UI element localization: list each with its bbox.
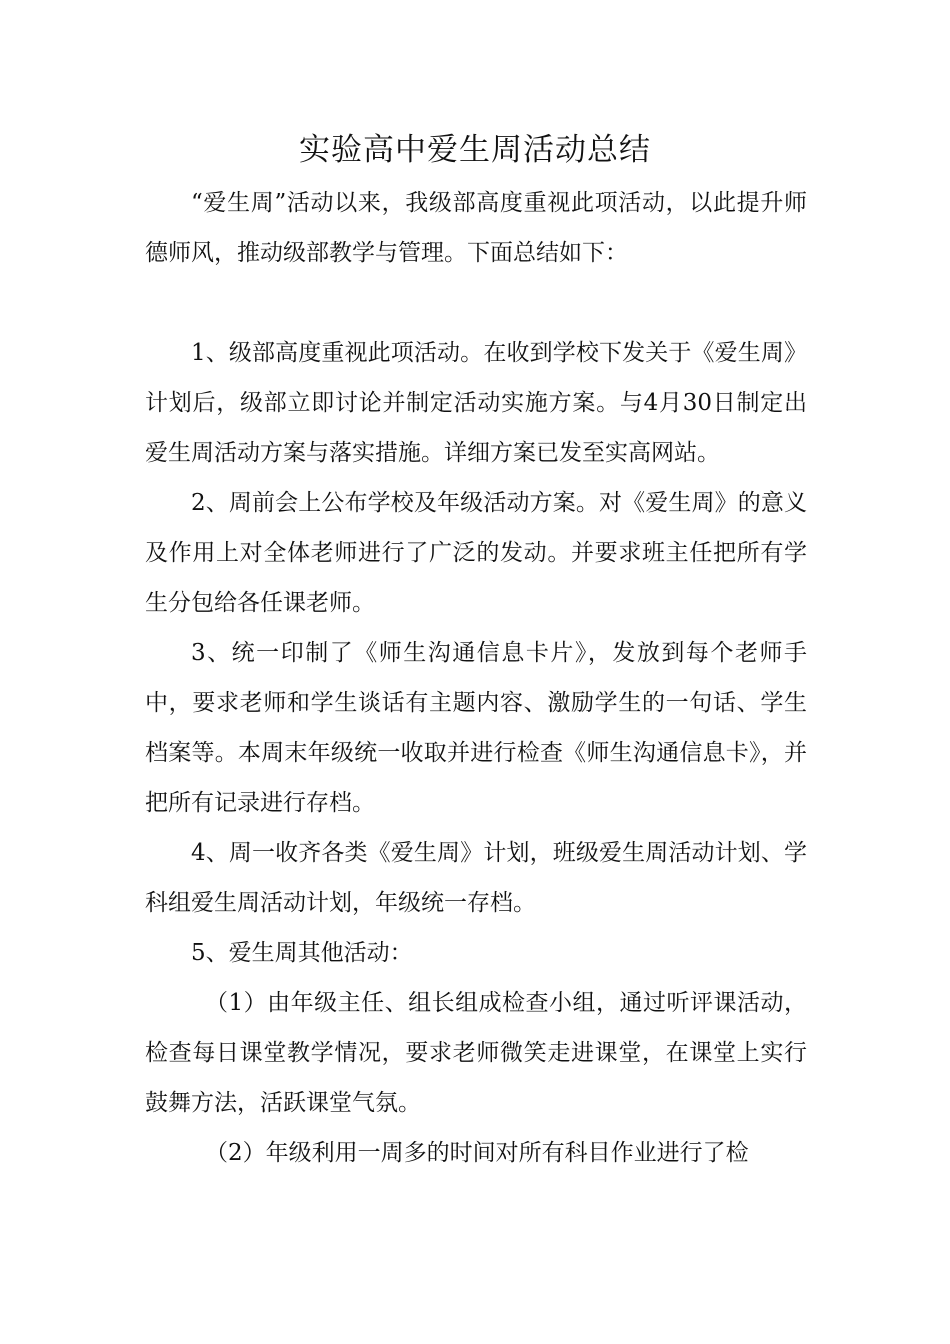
subitem-paragraph-1: （1）由年级主任、组长组成检查小组，通过听评课活动，检查每日课堂教学情况，要求老师微笑走进课堂，在课堂上实行鼓舞方法，活跃课堂气氛。 <box>145 990 807 1116</box>
item-paragraph-1: 1、级部高度重视此项活动。在收到学校下发关于《爱生周》计划后，级部立即讨论并制定活动实施方案。与4月30日制定出爱生周活动方案与落实措施。详细方案已发至实高网站。 <box>145 340 807 466</box>
item-paragraph-2: 2、周前会上公布学校及年级活动方案。对《爱生周》的意义及作用上对全体老师进行了广泛的发动。并要求班主任把所有学生分包给各任课老师。 <box>145 490 807 616</box>
intro-paragraph: “爱生周”活动以来，我级部高度重视此项活动，以此提升师德师风，推动级部教学与管理。下面总结如下： <box>145 190 807 266</box>
subitem-paragraph-2: （2）年级利用一周多的时间对所有科目作业进行了检 <box>205 1140 749 1166</box>
paragraph-gap <box>145 278 807 328</box>
item-paragraph-3: 3、统一印制了《师生沟通信息卡片》，发放到每个老师手中，要求老师和学生谈话有主题内容、激励学生的一句话、学生档案等。本周末年级统一收取并进行检查《师生沟通信息卡》，并把所有记录进行存档。 <box>145 640 807 816</box>
item-paragraph-4: 4、周一收齐各类《爱生周》计划，班级爱生周活动计划、学科组爱生周活动计划，年级统一存档。 <box>145 840 807 916</box>
document-body <box>145 178 807 1178</box>
document-title: 实验高中爱生周活动总结 <box>299 132 651 168</box>
item-paragraph-5: 5、爱生周其他活动： <box>191 940 413 966</box>
